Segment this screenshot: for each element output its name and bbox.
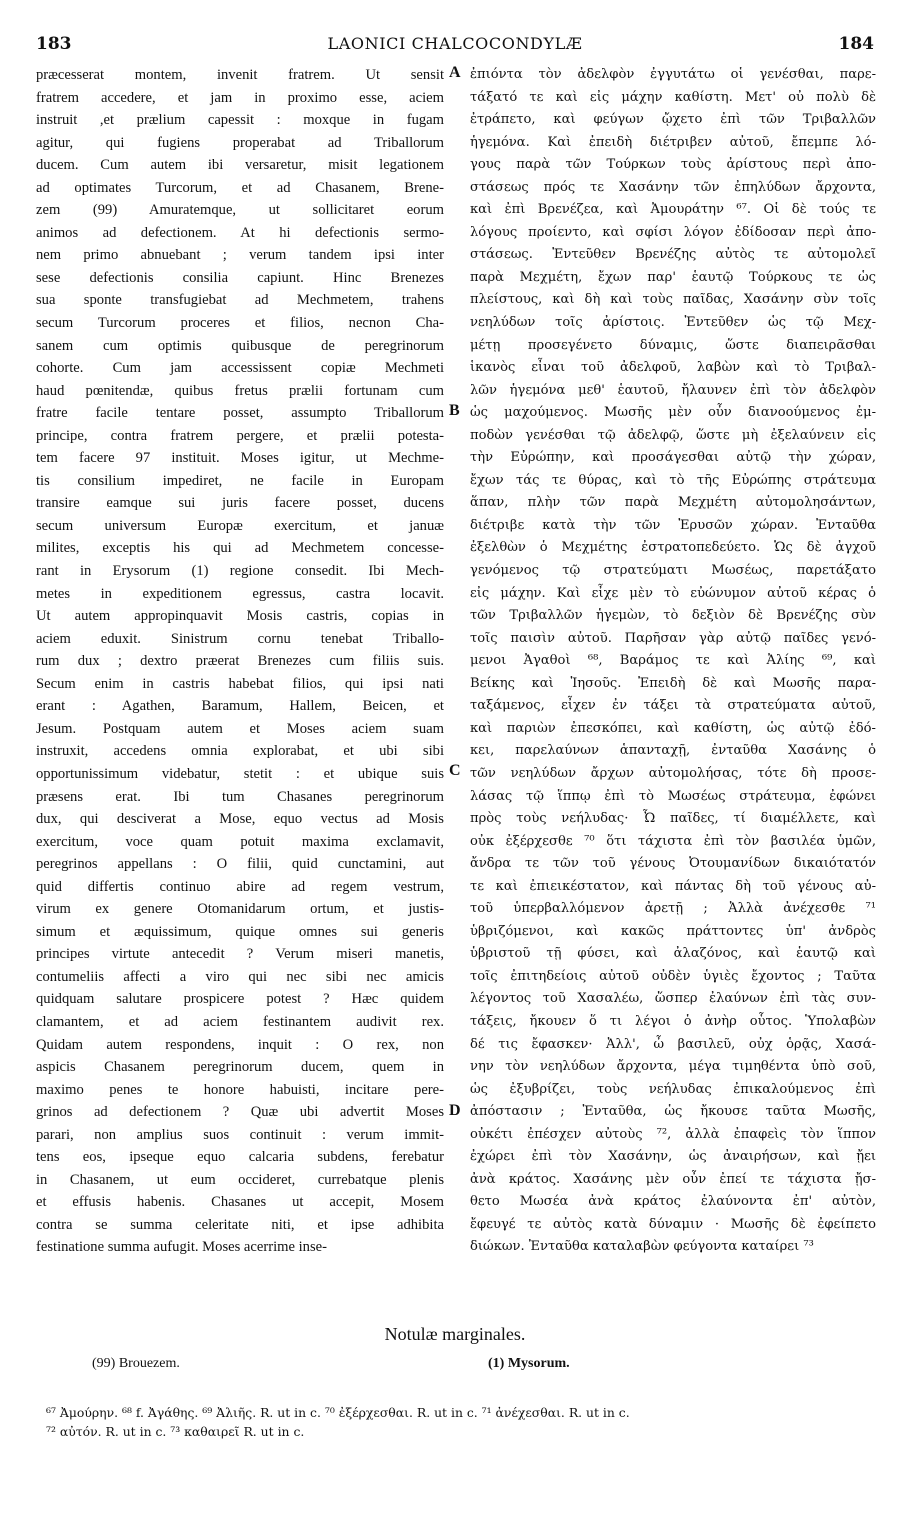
latin-text-line: erant : Agathen, Baramum, Hallem, Beicen, et (36, 698, 444, 715)
latin-text-line: sese defectionis consilia capiunt. Hinc Brenezes (36, 269, 444, 286)
latin-text-line: contumeliis affecti a viro qui nec sibi nec amicis (36, 968, 444, 985)
greek-text-line: πρὸς τοὺς νεήλυδας· Ὦ παῖδες, τί διαμέλλετε, καὶ (470, 811, 876, 827)
running-title: LAONICI CHALCOCONDYLÆ (327, 34, 583, 53)
greek-text-line: ἀνὰ κράτος. Χασάνης μὲν οὖν ἐπεί τε τάχιστα ᾔσ- (470, 1171, 876, 1187)
latin-text-line: quidquam salutare prospicere potest ? Hæc quidem (36, 991, 444, 1008)
greek-text-line: διέτριβε κατὰ τὴν τῶν Ἐρυσῶν χώραν. Ἐνταῦθα (470, 517, 876, 533)
greek-text-line: τοῖς παισὶν αὐτοῦ. Παρῆσαν γὰρ αὐτῷ παῖδες γενό- (470, 630, 876, 646)
section-marker-a: A (449, 64, 461, 81)
greek-text-line: στάσεως πρός τε Χασάνην τῶν ἐπηλύδων ἄρχοντα, (470, 179, 876, 195)
latin-text-line: tis consilium impediret, ne facile in Europam (36, 472, 444, 489)
greek-text-line: ἐχώρει ἐπὶ τὸν Χασάνην, ὡς ἀναιρήσων, καὶ ᾔει (470, 1149, 876, 1165)
latin-text-line: animos ad defectionem. At hi defectionis sermo- (36, 224, 444, 241)
latin-text-line: aspicis Chasanem peregrinorum ducem, quem in (36, 1059, 444, 1076)
latin-text-line: festinatione summa aufugit. Moses acerrime inse- (36, 1239, 327, 1256)
notes-title: Notulæ marginales. (384, 1324, 526, 1344)
greek-text-line: τῶν νεηλύδων ἄρχων αὐτομολήσας, τότε δὴ προσε- (470, 765, 876, 781)
latin-text-line: Secum enim in castris habebat filios, qui ipsi nati (36, 675, 444, 692)
greek-text-line: νην τὸν νεηλύδων ἄρχοντα, μέγα τιμηθέντα ὑπὸ σοῦ, (470, 1059, 876, 1075)
latin-text-line: peregrinos appellans : O filii, quid cunctamini, aut (36, 856, 444, 873)
greek-text-line: τοῦ ὑπερβαλλόμενον ἀρετῇ ; Ἀλλὰ ἀνέχεσθε ⁷¹ (470, 901, 876, 917)
greek-text-line: μενοι Ἀγαθοὶ ⁶⁸, Βαράμος τε καὶ Ἀλίης ⁶⁹, καὶ (470, 653, 876, 669)
footnote-line-1: ⁶⁷ Ἀμούρην. ⁶⁸ f. Ἀγάθης. ⁶⁹ Ἀλιῆς. R. ut in c. ⁷⁰ ἐξέρχεσθαι. R. ut in c. ⁷¹ ἀνέχεσθαι. R. ut in c. (46, 1405, 630, 1420)
latin-text-line: parari, non amplius suos continuit : verum immit- (36, 1126, 444, 1143)
greek-text-line: λέγοντος τοῦ Χασαλέω, ὥσπερ ἐλαύνων ἐπὶ τὰς συν- (470, 991, 876, 1007)
latin-text-line: Quidam autem respondens, inquit : O rex, non (36, 1036, 444, 1053)
greek-text-line: λόγους προίεντο, καὶ σφίσι λόγον ἐδίδοσαν περὶ ἀπο- (470, 224, 876, 240)
greek-text-line: λῶν ἡγεμόνα μεθ' ἑαυτοῦ, ἤλαυνεν ἐπὶ τὸν ἀδελφὸν (470, 382, 876, 398)
greek-text-line: νεηλύδων τοῖς ἀρίστοις. Ἐντεῦθεν ὡς τῷ Μεχ- (470, 315, 876, 331)
greek-text-line: ὡς ἐξυβρίζει, τοὺς νεήλυδας ἐπικαλούμενος ἐπὶ (470, 1081, 876, 1097)
greek-text-line: ἡγεμόνα. Καὶ ἐπειδὴ διέτριβεν αὐτοῦ, ἔπεμπε λό- (470, 134, 876, 150)
latin-text-line: nem primo abnuebant ; verum tandem ipsi inter (36, 247, 444, 264)
latin-text-line: maximo penes te honore habuisti, incitare pere- (36, 1081, 444, 1098)
latin-text-line: præsens erat. Ibi tum Chasanes peregrinorum (36, 788, 444, 805)
latin-text-line: sua sponte transfugiebat ad Mechmetem, trahens (36, 292, 444, 309)
greek-text-line: ὑβριζόμενοι, καὶ κακῶς πράττοντες ὑπ' ἀνδρὸς (470, 923, 876, 939)
greek-text-line: οὐκ ἐξέρχεσθε ⁷⁰ ὅτι τάχιστα ἐπὶ τὸν βασιλέα ὑμῶν, (470, 833, 876, 849)
latin-text-line: secum universum Europæ exercitum, et januæ (36, 517, 444, 534)
latin-text-line: in Chasanem, ut eum occideret, currebatque plenis (36, 1171, 444, 1188)
latin-text-line: ad optimates Turcorum, et ad Chasanem, Brene- (36, 179, 444, 196)
greek-text-line: γενόμενος τῷ στρατεύματι Μωσέως, παρετάξατο (470, 563, 876, 579)
latin-text-line: ducem. Cum autem ibi versaretur, misit legationem (36, 157, 444, 174)
latin-text-line: grinos ad defectionem ? Quæ ubi advertit Moses (36, 1104, 444, 1121)
latin-column (36, 64, 444, 1259)
greek-text-line: ἔφευγέ τε αὐτὸς κατὰ δύναμιν · Μωσῆς δὲ ἐφείπετο (470, 1216, 876, 1232)
latin-text-line: cohorte. Cum jam accessissent copiæ Mechmeti (36, 360, 444, 377)
latin-text-line: metes in expeditionem egressus, castra locavit. (36, 585, 444, 602)
greek-text-line: στάσεως. Ἐντεῦθεν Βρενέζης αὐτὸς τε αὐτομολεῖ (470, 247, 876, 263)
greek-text-line: ἐξελθὼν ὁ Μεχμέτης ἐστρατοπεδεύετο. Ὡς δὲ ἀγχοῦ (470, 540, 876, 556)
greek-text-line: ἱκανὸς εἶναι τοῦ ἀδελφοῦ, λαβὼν καὶ τὸ Τριβαλ- (470, 360, 876, 376)
greek-text-line: μέτῃ προσεγένετο δύναμις, ὥστε διαπειρᾶσθαι (470, 337, 876, 353)
latin-text-line: clamantem, et ad aciem festinantem audivit rex. (36, 1013, 444, 1030)
latin-text-line: fratrem accedere, et jam in proximo esse, aciem (36, 89, 444, 106)
latin-text-line: rum dux ; dextro præerat Brenezes cum filiis suis. (36, 653, 444, 670)
marginal-note-left: (99) Brouezem. (92, 1356, 180, 1371)
greek-text-line: ὡς μαχούμενος. Μωσῆς μὲν οὖν διανοούμενος ἐμ- (470, 405, 876, 421)
latin-text-line: Jesum. Postquam autem et Moses aciem suam (36, 720, 444, 737)
latin-text-line: opportunissimum videbatur, stetit : et ubique suis (36, 765, 444, 782)
greek-text-line: ἐπιόντα τὸν ἀδελφὸν ἐγγυτάτω οἱ γενέσθαι, παρε- (470, 67, 876, 82)
greek-column (470, 64, 876, 1259)
greek-text-line: καὶ ἐπὶ Βρενέζεα, καὶ Ἀμουράτην ⁶⁷. Οἱ δὲ τούς τε (470, 202, 876, 218)
greek-text-line: ὑβριστοῦ τῇ φύσει, καὶ ἀλαζόνος, καὶ ἑαυτῷ καὶ (470, 946, 876, 962)
greek-text-line: παρὰ Μεχμέτη, ἔχων παρ' ἑαυτῷ Τούρκους τε ὡς (470, 269, 876, 285)
latin-text-line: fratre facile tentare posset, assumpto Triballorum (36, 405, 444, 422)
greek-text-line: τάξατό τε καὶ εἰς μάχην καθίστη. Μετ' οὐ πολὺ δὲ (470, 89, 876, 105)
latin-text-line: simum et æquissimum, quique omnes sui generis (36, 923, 444, 940)
latin-text-line: tens eos, ipseque equo calcaria subdens, ferebatur (36, 1149, 444, 1166)
section-marker-d: D (449, 1102, 461, 1119)
greek-text-line: Βείκης καὶ Ἰησοῦς. Ἐπειδὴ δὲ καὶ Μωσῆς παρα- (470, 675, 876, 691)
greek-text-line: εἰς μάχην. Καὶ εἶχε μὲν τὸ εὐώνυμον αὐτοῦ κέρας ὁ (470, 585, 876, 601)
latin-text-line: dux, qui desciverat a Mose, equo vectus ad Mosis (36, 811, 444, 828)
greek-text-line: ἅπαν, πλὴν τῶν παρὰ Μεχμέτη αὐτομολησάντων, (470, 495, 876, 511)
latin-text-line: Ut autem appropinquavit Mosis castris, copias in (36, 608, 444, 625)
latin-text-line: rant in Erysorum (1) regione consedit. Ibi Mech- (36, 563, 444, 580)
latin-text-line: contra se summa celeritate niti, et ipse adhibita (36, 1216, 444, 1233)
latin-text-line: instruxit, accedens omnia explorabat, et ubi sibi (36, 743, 444, 760)
latin-text-line: exercitum, voce quam potuit maxima exclamavit, (36, 833, 444, 850)
greek-text-line: ἀπόστασιν ; Ἐνταῦθα, ὡς ἤκουσε ταῦτα Μωσῆς, (470, 1104, 876, 1120)
greek-text-line: τῶν Τριβαλλῶν ἡγεμὼν, τὸ δεξιὸν δὲ Βρενέζης σὺν (470, 608, 876, 624)
latin-text-line: haud pœnitendæ, quibus fretus prælii fortunam cum (36, 382, 444, 399)
latin-text-line: sanem cum optimis quibusque de peregrinorum (36, 337, 444, 354)
latin-text-line: præcesserat montem, invenit fratrem. Ut sensit (36, 67, 444, 83)
greek-text-line: ταξάμενος, εἶχεν ἐν τάξει τὰ στρατεύματα αὐτοῦ, (470, 698, 876, 714)
latin-text-line: principes virtute antecedit ? Verum miseri manetis, (36, 946, 444, 963)
page-number-right: 184 (838, 34, 874, 54)
greek-text-line: διώκων. Ἐνταῦθα καταλαβὼν φεύγοντα καταίρει ⁷³ (470, 1239, 814, 1255)
latin-text-line: instruit ,et prælium capessit : moxque in fugam (36, 112, 444, 129)
latin-text-line: principe, contra fratrem pergere, et prælii potesta- (36, 427, 444, 444)
greek-text-line: ἔχων τάς τε θύρας, καὶ τὸ τῆς Εὐρώπης στράτευμα (470, 472, 876, 488)
greek-text-line: οὐκέτι ἐπέσχεν αὐτοὺς ⁷², ἀλλὰ ἐπαφεὶς τὸν ἵππον (470, 1126, 876, 1142)
latin-text-line: et effusis habenis. Chasanes ut accepit, Mosem (36, 1194, 444, 1211)
latin-text-line: virum ex genere Otomanidarum ortum, et justis- (36, 901, 444, 918)
footnote-line-2: ⁷² αὐτόν. R. ut in c. ⁷³ καθαιρεῖ R. ut in c. (46, 1424, 305, 1439)
greek-text-line: καὶ παριὼν ἐπεσκόπει, καὶ καθίστη, ὡς αὐτῷ ἐδό- (470, 720, 876, 736)
greek-text-line: πλείστους, καὶ δὴ καὶ τοὺς παῖδας, Χασάνην σὺν τοῖς (470, 292, 876, 308)
marginal-note-right: (1) Mysorum. (488, 1356, 570, 1371)
latin-text-line: quid differtis continuo abire ad regem vestrum, (36, 878, 444, 895)
greek-text-line: ἐτράπετο, καὶ φεύγων ᾤχετο ἐπὶ τῶν Τριβαλλῶν (470, 112, 876, 128)
latin-text-line: agitur, qui fugiens properabat ad Triballorum (36, 134, 444, 151)
latin-text-line: transire eamque sui juris facere posset, ducens (36, 495, 444, 512)
greek-text-line: γους παρὰ τῶν Τούρκων τοὺς ἀρίστους περὶ ἀπο- (470, 157, 876, 173)
greek-text-line: τὴν Εὐρώπην, καὶ προσάγεσθαι αὐτῷ τὴν χώραν, (470, 450, 876, 466)
greek-text-line: δέ τις ἔφασκεν· Ἀλλ', ὦ βασιλεῦ, οὐχ ὁρᾷς, Χασά- (470, 1036, 876, 1052)
greek-text-line: ποδὼν γενέσθαι τῷ ἀδελφῷ, ὥστε μὴ ἐξελαύνειν εἰς (470, 427, 876, 443)
greek-text-line: τάξεις, ἤκουεν ὅ τι λέγοι ὁ ἀνὴρ οὗτος. Ὑπολαβὼν (470, 1013, 876, 1029)
section-marker-c: C (449, 762, 461, 779)
greek-text-line: ἄνδρα τε τῶν τοῦ γένους Ὀτουμανίδων δικαιότατόν (470, 856, 876, 872)
latin-text-line: aciem eduxit. Sinistrum cornu tenebat Triballo- (36, 630, 444, 647)
greek-text-line: λάσας τῷ ἵππῳ ἐπὶ τὸ Μωσέως στράτευμα, ἐφώνει (470, 788, 876, 804)
latin-text-line: zem (99) Amuratemque, ut sollicitaret eorum (36, 202, 444, 219)
page-header (36, 34, 874, 58)
page-number-left: 183 (36, 34, 72, 54)
latin-text-line: secum Turcorum proceres et filios, necnon Cha- (36, 315, 444, 332)
greek-text-line: τοῖς ἐπιτηδείοις αὐτοῦ οὐδὲν ὑγιὲς ἔχοντος ; Ταῦτα (470, 968, 876, 984)
greek-text-line: τε καὶ ἐπιεικέστατον, καὶ πάντας δὴ τοῦ γένους αὐ- (470, 878, 876, 894)
section-marker-b: B (449, 402, 460, 419)
latin-text-line: tem facere 97 instituit. Moses igitur, ut Mechme- (36, 450, 444, 467)
greek-text-line: κει, παρελαύνων ἁπανταχῇ, ἐνταῦθα Χασάνης ὁ (470, 743, 876, 759)
greek-text-line: θετο Μωσέα ἀνὰ κράτος ἐλαύνοντα ἐπ' αὐτὸν, (470, 1194, 876, 1210)
latin-text-line: milites, exceptis his qui ad Mechmetem concesse- (36, 540, 444, 557)
